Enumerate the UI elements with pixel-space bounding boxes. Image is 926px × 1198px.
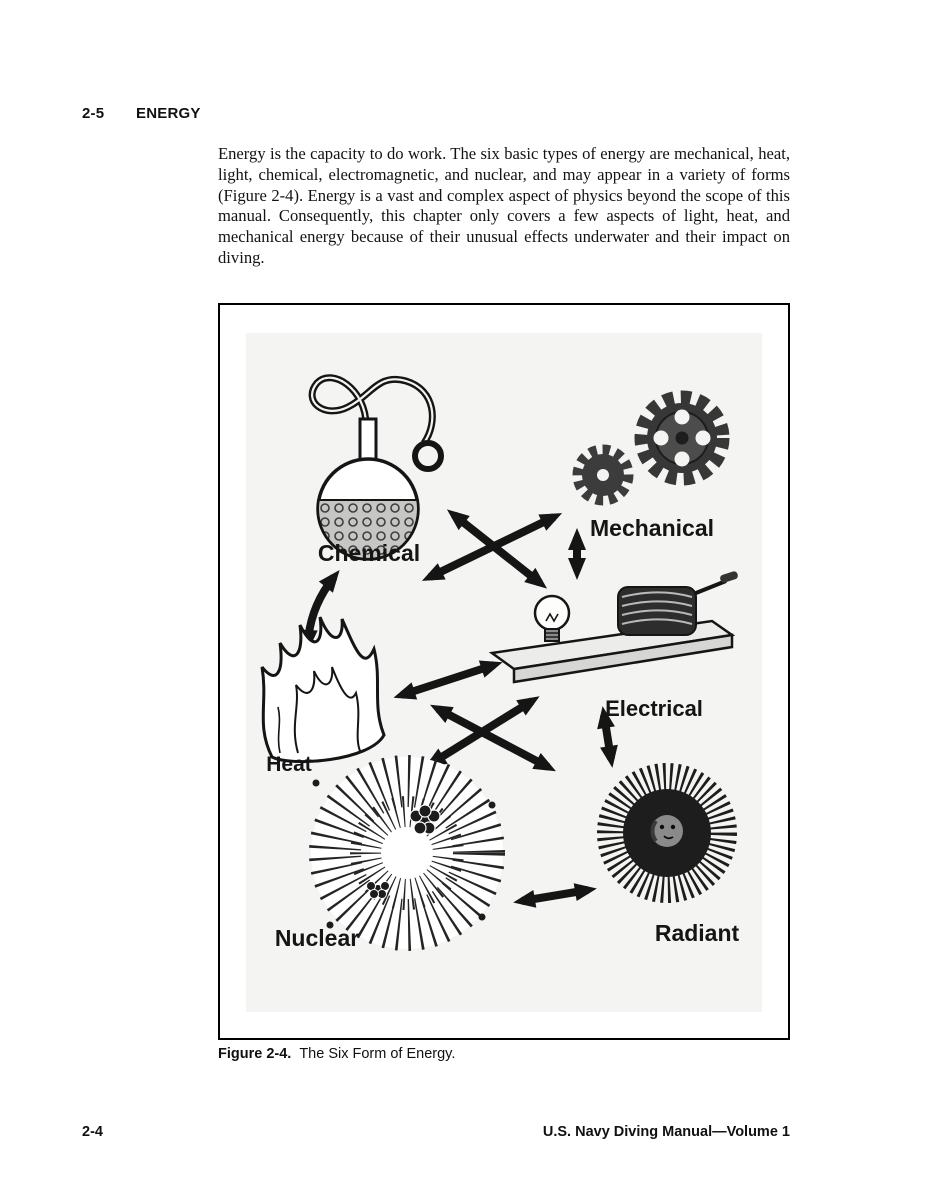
- section-title: ENERGY: [136, 105, 201, 122]
- nuclear-label: Nuclear: [274, 925, 360, 951]
- figure-caption-text: The Six Form of Energy.: [299, 1046, 456, 1062]
- figure-caption: [218, 1046, 455, 1062]
- gears-icon: [579, 398, 722, 499]
- atomic-burst-icon: [311, 757, 503, 949]
- mechanical-label: Mechanical: [590, 515, 714, 541]
- page-footer: [82, 1124, 790, 1140]
- sun-icon: [611, 777, 723, 889]
- electrical-radiant-arrow: [604, 715, 611, 759]
- atom-cluster-small: [367, 882, 390, 899]
- chemical-label: Chemical: [317, 540, 421, 566]
- body-paragraph: Energy is the capacity to do work. The six basic types of energy are mechanical, heat, light, chemical, electromagnetic, and nuclear, and may appear in a variety of forms (Figure 2-4). Energy is a vast and complex aspect of physics beyond the scope of this manual. Consequently, this chapter only covers a few aspects of light, heat, and mechanical energy because of their unusual effects underwater and their impact on diving.: [218, 144, 790, 267]
- nuclear-radiant-arrow: [522, 890, 588, 901]
- electrical-label: Electrical: [605, 696, 703, 721]
- flames-icon: [262, 617, 384, 762]
- figure-2-4: [218, 303, 790, 1040]
- footer-page-number: 2-4: [82, 1124, 103, 1140]
- radiant-label: Radiant: [654, 920, 740, 946]
- energy-forms-illustration: [220, 305, 788, 1038]
- chemical-electrical-arrow: [454, 515, 540, 583]
- figure-caption-label: Figure 2-4.: [218, 1046, 292, 1062]
- heat-label: Heat: [266, 753, 312, 776]
- chemical-flask-icon: [312, 378, 441, 559]
- section-number: 2-5: [82, 105, 105, 122]
- section-heading: [82, 105, 201, 122]
- bulb-generator-icon: [492, 570, 739, 682]
- heat-electrical-arrow: [402, 665, 494, 695]
- footer-manual-title: U.S. Navy Diving Manual—Volume 1: [542, 1124, 790, 1140]
- heat-radiant-arrow: [438, 709, 548, 767]
